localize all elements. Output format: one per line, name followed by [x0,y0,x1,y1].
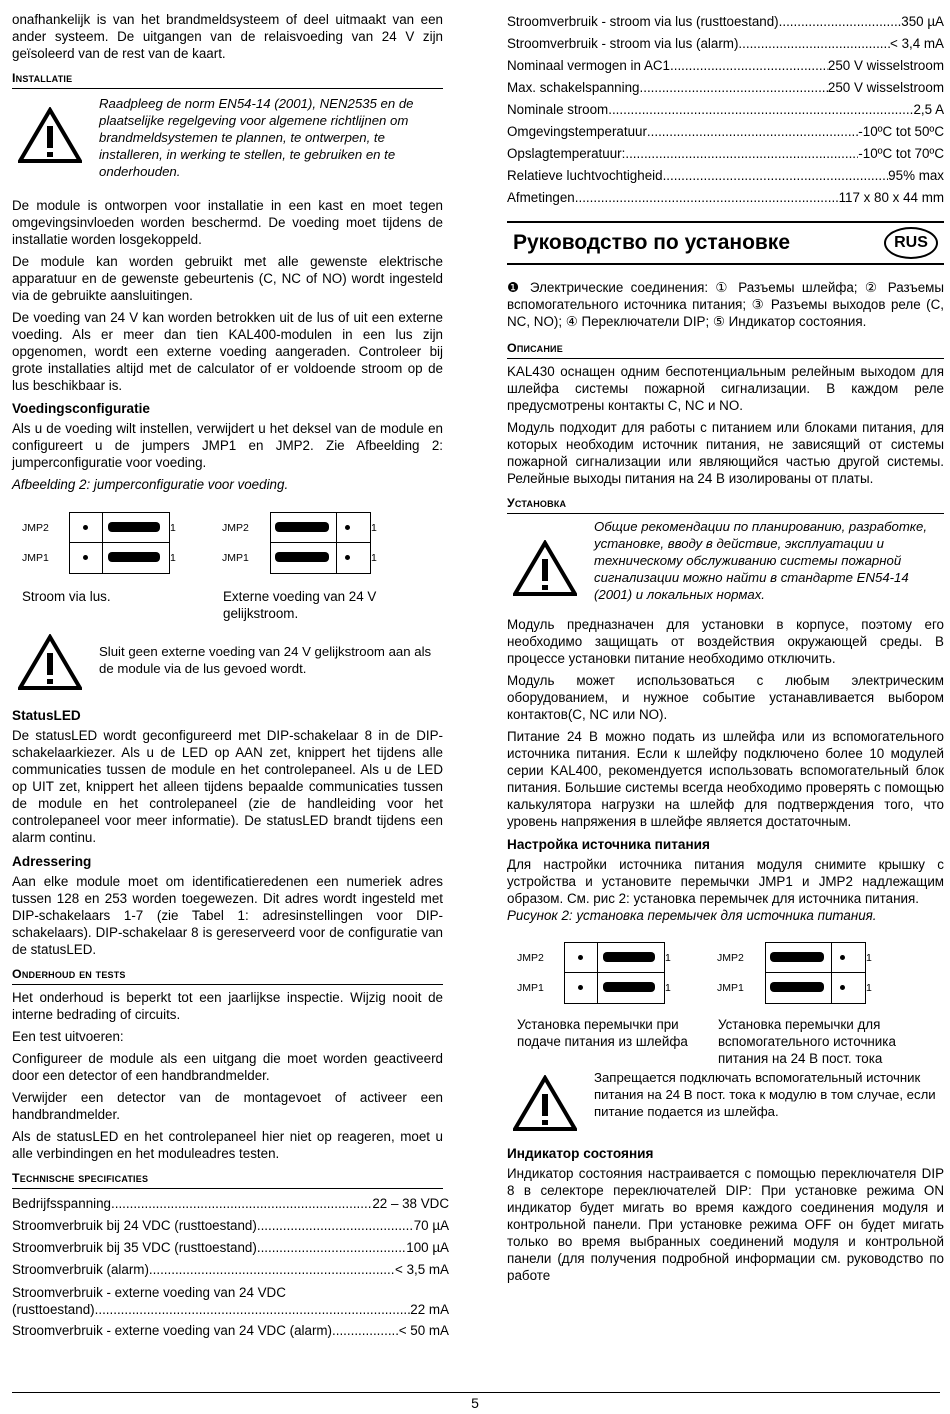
onderhoud-heading: Onderhoud en tests [12,967,443,985]
figure-caption: Afbeelding 2: jumperconfiguratie voor voeding. [12,477,289,492]
warning-icon [18,634,82,695]
paragraph: Het onderhoud is beperkt tot een jaarlijkse inspectie. Wijzig nooit de interne bedrading of circuits. [12,990,443,1022]
spec-row: Stroomverbruik - externe voeding van 24 VDC (rusttoestand) ..... 22 mA [12,1284,449,1318]
jmp1-label: JMP1 [717,982,744,994]
spec-row: Relatieve luchtvochtigheid ..... 95% max [507,165,944,187]
section-title: Руководство по установке [513,231,790,254]
caption-external: Externe voeding van 24 V gelijkstroom. [223,589,377,621]
installatie-warning [12,95,443,180]
paragraph: Индикатор состояния настраивается с помощью переключателя DIP 8 в селекторе переключателей DIP: При установке режима ON индикатор будет мигать во время каждого соединения модуля и контрольной панели. При установке режима OFF он будет мигать только во время выбранных соединений модуля и контрольной панели (для получения подробной информации см. руководство по работе [507,1166,944,1283]
footer-rule [12,1392,940,1393]
pin-dot [345,525,350,530]
ust-warning-text: Общие рекомендации по планированию, разработке, установке, вводу в действие, эксплуатации и техническому обслуживанию системы пожарной сигнализации можно найти в стандарте EN54-14 (2001) и локальных нормах. [594,519,928,602]
opis-heading: Описание [507,341,944,359]
language-title-bar [507,221,944,265]
pin-dot [840,985,845,990]
spec-row: Stroomverbruik - stroom via lus (rusttoestand) ..... 350 µA [507,11,944,33]
warning-icon [513,1075,577,1136]
spec-list [12,1193,449,1342]
spec-row: Omgevingstemperatuur ..... -10ºC tot 50ºC [507,121,944,143]
power-warning [507,1067,944,1136]
spec-row: Bedrijfsspanning ..... 22 – 38 VDC [12,1193,449,1215]
paragraph: Для настройки источника питания модуля снимите крышку с устройства и установите перемычки JMP1 и JMP2 надлежащим образом. См. рис 2: установка перемычек для источника питания. [507,857,944,906]
status-heading: StatusLED [12,708,81,723]
paragraph: Модуль подходит для работы с питанием или блоками питания, для которых необходим источник питания, не зависящий от системы пожарной сигнализации или являющийся частью другой системы. Релейные выходы питания на 24 В изолированы от платы. [507,420,944,486]
pin-dot [345,555,350,560]
spec-row: Afmetingen ..... 117 x 80 x 44 mm [507,187,944,209]
jumper-cap [770,952,824,962]
ust-heading: Установка [507,496,944,514]
installatie-heading: Installatie [12,71,443,89]
spec-row: Stroomverbruik bij 24 VDC (rusttoestand) ..... 70 µA [12,1215,449,1237]
spec-list [507,11,944,209]
jumper-cap [108,552,160,562]
spec-row: Stroomverbruik (alarm) ..... < 3,5 mA [12,1259,449,1281]
jumper-cap [275,522,329,532]
pin1-label: 1 [170,522,176,534]
jumper-figure [12,493,443,621]
adres-heading: Adressering [12,854,92,869]
jumper-cap [770,982,824,992]
pin1-label: 1 [371,522,377,534]
jmp1-label: JMP1 [517,982,544,994]
pin1-label: 1 [665,982,671,994]
figure-caption: Рисунок 2: установка перемычек для источника питания. [507,908,877,923]
jumper-cap [275,552,329,562]
jumper-figure [507,924,944,1067]
installatie-warning-text: Raadpleeg de norm EN54-14 (2001), NEN2535 en de plaatselijke regelgeving voor algemene richtlijnen om brandmeldsystemen te plannen, te ontwerpen, te installeren, in werking te stellen, te gebruiken en te onderhouden. [99,96,414,179]
caption-loop: Установка перемычки при подаче питания из шлейфа [517,1017,688,1049]
paragraph: De voeding van 24 V kan worden betrokken uit de lus of uit een externe voeding. Als er meer dan tien KAL400-modulen in een lus zijn opgenomen, wordt een externe voeding aangeraden. Controleer bij grote installaties altijd met de calculator of er voldoende stroom op de lus beschikbaar is. [12,310,443,393]
jmp1-label: JMP1 [22,552,49,564]
page-number: 5 [471,1395,479,1411]
tech-heading: Technische specificaties [12,1171,443,1189]
spec-row: Stroomverbruik bij 35 VDC (rusttoestand) ..... 100 µA [12,1237,449,1259]
jmp2-label: JMP2 [717,952,744,964]
spec-row: Nominale stroom ..... 2,5 A [507,99,944,121]
paragraph: De statusLED wordt geconfigureerd met DIP-schakelaar 8 in de DIP-schakelaarkiezer. Als u de LED op AAN zet, knippert het tijdens alle communicaties tussen de module en het controlepaneel. Als u de LED op UIT zet, knippert het alleen tijdens bepaalde communicaties tussen de module en het controlepaneel (zie de handleiding voor het controlepaneel voor meer informatie). De statusLED brandt tijdens een alarm continu. [12,728,443,845]
language-badge: RUS [884,227,938,259]
intro-paragraph: onafhankelijk is van het brandmeldsysteem of deel uitmaakt van een ander systeem. De uitgangen van de relaisvoeding van 24 V zijn geïsoleerd van de rest van de kaart. [12,12,443,61]
paragraph: De module is ontworpen voor installatie in een kast en moet tegen omgevingsinvloeden worden beschermd. De voeding moet tijdens de installatie worden losgekoppeld. [12,198,443,247]
paragraph: Verwijder een detector van de montagevoet of activeer een handbrandmelder. [12,1090,443,1122]
ind-heading: Индикатор состояния [507,1146,654,1161]
paragraph: Модуль предназначен для установки в корпусе, поэтому его необходимо защищать от воздействия окружающей среды. В процессе установки питание необходимо отключить. [507,617,944,666]
pin-dot [578,985,583,990]
spec-row: Opslagtemperatuur: ..... -10ºC tot 70ºC [507,143,944,165]
jmp2-label: JMP2 [22,522,49,534]
warning-icon [513,540,577,601]
spec-row: Max. schakelspanning ..... 250 V wisselstroom [507,77,944,99]
spec-row: Stroomverbruik - stroom via lus (alarm) ..... < 3,4 mA [507,33,944,55]
ust-warning [507,518,944,603]
paragraph: Als u de voeding wilt instellen, verwijdert u het deksel van de module en configureert u de jumpers JMP1 en JMP2. Zie Afbeelding 2: jumperconfiguratie voor voeding. [12,421,443,470]
caption-external: Установка перемычки для вспомогательного источника питания на 24 В пост. тока [718,1017,896,1066]
paragraph: Configureer de module als een uitgang die moet worden geactiveerd door een detector of een handbrandmelder. [12,1051,443,1083]
power-warning-text: Запрещается подключать вспомогательный источник питания на 24 В пост. тока к модулю в том случае, если питание подается из шлейфа. [594,1070,936,1119]
voeding-heading: Voedingsconfiguratie [12,401,150,416]
pin-dot [578,955,583,960]
paragraph: Aan elke module moet om identificatieredenen een numeriek adres tussen 128 en 253 worden toegewezen. Dit adres wordt ingesteld met DIP-schakelaars 1-7 (zie Tabel 1: adresinstellingen voor DIP-schakelaars). DIP-schakelaar 8 is gereserveerd voor de configuratie van de statusLED. [12,874,443,957]
jmp2-label: JMP2 [222,522,249,534]
spec-row: Stroomverbruik - externe voeding van 24 VDC (alarm) ..... < 50 mA [12,1320,449,1342]
paragraph: ❶ Электрические соединения: ① Разъемы шлейфа; ② Разъемы вспомогательного источника питания; ③ Разъемы выходов реле (C, NC, NO); ④ Переключатели DIP; ⑤ Индикатор состояния. [507,280,944,329]
paragraph: Een test uitvoeren: [12,1029,124,1044]
pin1-label: 1 [866,982,872,994]
jumper-cap [108,522,160,532]
spec-row: Nominaal vermogen in AC1 ..... 250 V wisselstroom [507,55,944,77]
paragraph: KAL430 оснащен одним беспотенциальным релейным выходом для шлейфа системы пожарной сигнализации. В каждом реле предусмотрены контакты C, NC и NO. [507,364,944,413]
jumper-cap [603,982,655,992]
pin1-label: 1 [170,552,176,564]
paragraph: De module kan worden gebruikt met alle gewenste elektrische apparatuur en de gewenste gebeurtenis (C, NC of NO) wordt ingesteld via de gebruikte aansluitingen. [12,254,443,303]
jumper-cap [603,952,655,962]
paragraph: Модуль может использоваться с любым электрическим оборудованием, и нужное событие устанавливается выбором контактов(C, NC или NO). [507,673,944,722]
jmp2-label: JMP2 [517,952,544,964]
pin-dot [840,955,845,960]
left-column [12,0,449,1342]
nastr-heading: Настройка источника питания [507,837,710,852]
pin1-label: 1 [866,952,872,964]
pin-dot [83,555,88,560]
pin1-label: 1 [665,952,671,964]
jmp1-label: JMP1 [222,552,249,564]
power-warning-text: Sluit geen externe voeding van 24 V gelijkstroom aan als de module via de lus gevoed wordt. [99,644,432,676]
caption-loop: Stroom via lus. [22,589,111,604]
pin1-label: 1 [371,552,377,564]
paragraph: Als de statusLED en het controlepaneel hier niet op reageren, moet u alle verbindingen en het moduleadres testen. [12,1129,443,1161]
right-column [507,0,944,1284]
pin-dot [83,525,88,530]
warning-icon [18,107,82,168]
power-warning [12,632,443,695]
paragraph: Питание 24 В можно подать из шлейфа или из вспомогательного источника питания. Если к шлейфу подключено более 10 модулей серии KAL400, рекомендуется использовать вспомогательный блок питания. Большие системы всегда необходимо проверять с помощью калькулятора нагрузки на шлейф для подтверждения того, что уровень напряжения в шлейфе является достаточным. [507,729,944,829]
